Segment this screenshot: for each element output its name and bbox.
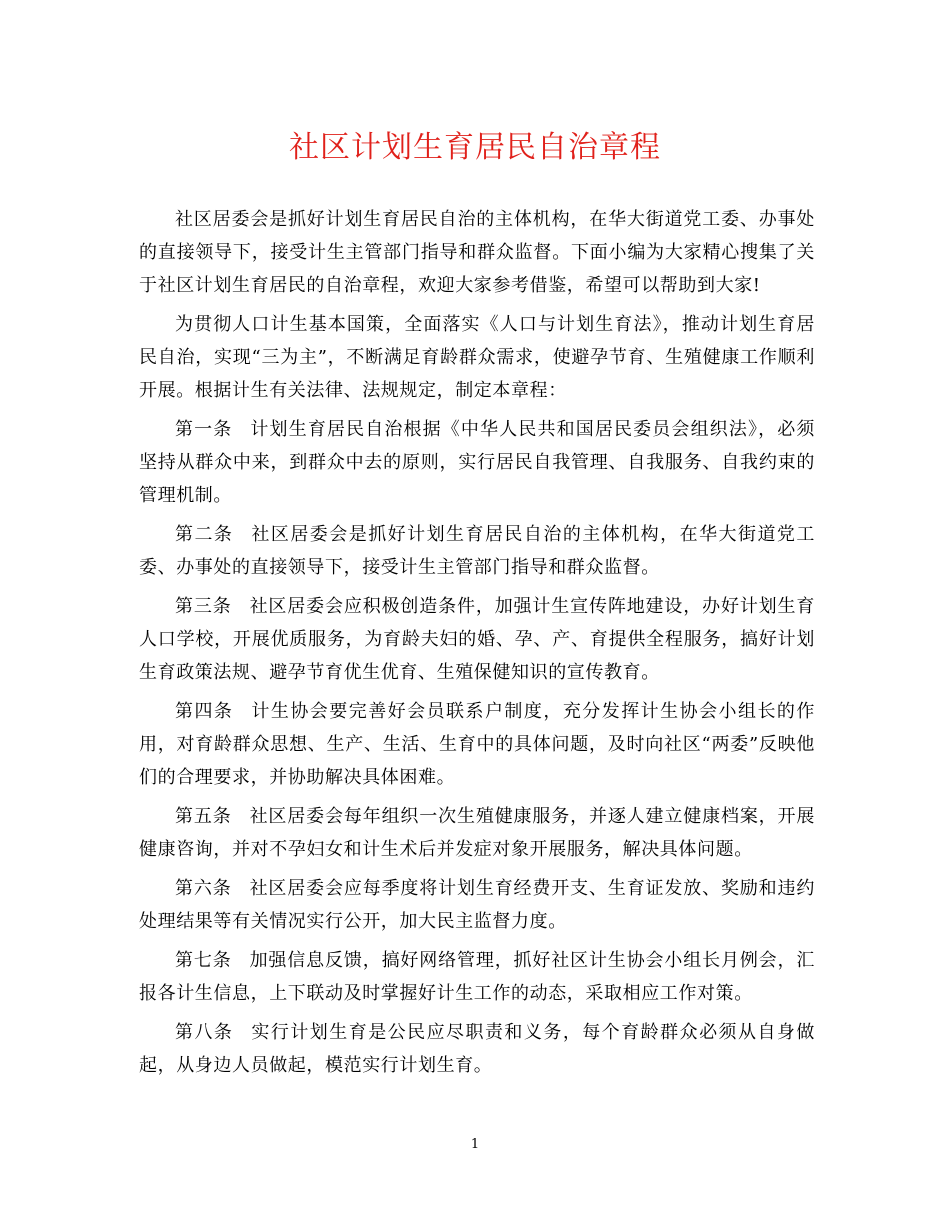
article-6 (139, 872, 815, 938)
article-label: 第六条 (175, 878, 232, 899)
article-text: 计划生育居民自治根据《中华人民共和国居民委员会组织法》，必须坚持从群众中来，到群众中去的原则，实行居民自我管理、自我服务、自我约束的管理机制。 (139, 419, 815, 506)
article-label: 第八条 (175, 1022, 234, 1043)
article-8 (139, 1016, 815, 1082)
article-4 (139, 695, 815, 794)
article-label: 第二条 (175, 524, 234, 545)
article-text: 社区居委会应每季度将计划生育经费开支、生育证发放、奖励和违约处理结果等有关情况实行公开，加大民主监督力度。 (139, 878, 815, 932)
article-5 (139, 800, 815, 866)
article-text: 社区居委会应积极创造条件，加强计生宣传阵地建设，办好计划生育人口学校，开展优质服务，为育龄夫妇的婚、孕、产、育提供全程服务，搞好计划生育政策法规、避孕节育优生优育、生殖保健知识的宣传教育。 (139, 596, 815, 683)
intro-paragraph-1: 社区居委会是抓好计划生育居民自治的主体机构，在华大街道党工委、办事处的直接领导下，接受计生主管部门指导和群众监督。下面小编为大家精心搜集了关于社区计划生育居民的自治章程，欢迎大家参考借鉴，希望可以帮助到大家! (139, 209, 815, 296)
intro-paragraph-2: 为贯彻人口计生基本国策，全面落实《人口与计划生育法》，推动计划生育居民自治，实现“三为主”，不断满足育龄群众需求，使避孕节育、生殖健康工作顺利开展。根据计生有关法律、法规规定，制定本章程： (139, 314, 815, 401)
article-text: 计生协会要完善好会员联系户制度，充分发挥计生协会小组长的作用，对育龄群众思想、生产、生活、生育中的具体问题，及时向社区“两委”反映他们的合理要求，并协助解决具体困难。 (139, 701, 815, 788)
article-3 (139, 590, 815, 689)
article-1 (139, 413, 815, 512)
document-title: 社区计划生育居民自治章程 (289, 130, 661, 165)
article-label: 第三条 (175, 596, 232, 617)
article-text: 实行计划生育是公民应尽职责和义务，每个育龄群众必须从自身做起，从身边人员做起，模范实行计划生育。 (139, 1022, 815, 1076)
article-text: 社区居委会每年组织一次生殖健康服务，并逐人建立健康档案，开展健康咨询，并对不孕妇女和计生术后并发症对象开展服务，解决具体问题。 (139, 806, 815, 860)
document-body (139, 203, 815, 1088)
article-7 (139, 944, 815, 1010)
article-text: 加强信息反馈，搞好网络管理，抓好社区计生协会小组长月例会，汇报各计生信息，上下联动及时掌握好计生工作的动态，采取相应工作对策。 (139, 950, 815, 1004)
article-label: 第四条 (175, 701, 234, 722)
article-text: 社区居委会是抓好计划生育居民自治的主体机构，在华大街道党工委、办事处的直接领导下，接受计生主管部门指导和群众监督。 (139, 524, 815, 578)
article-label: 第七条 (175, 950, 232, 971)
article-label: 第五条 (175, 806, 232, 827)
article-2 (139, 518, 815, 584)
article-label: 第一条 (175, 419, 233, 440)
page-number: 1 (470, 1137, 480, 1152)
